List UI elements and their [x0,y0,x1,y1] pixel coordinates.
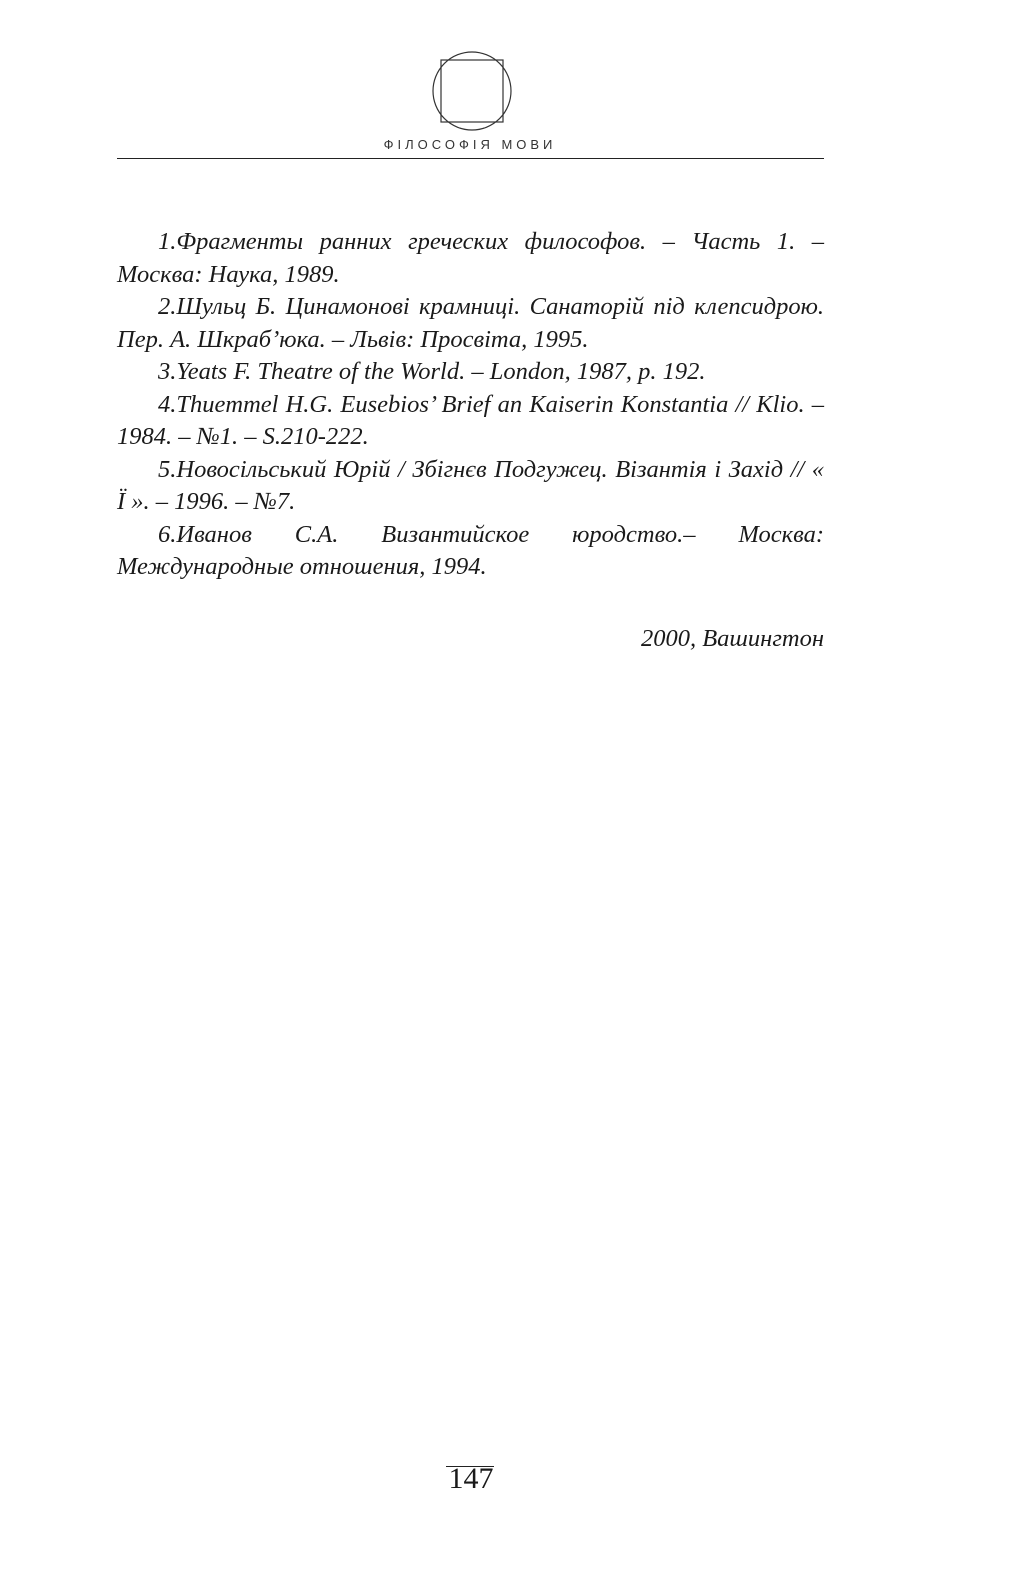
page-number: 147 [448,1462,494,1495]
date-place-signature: 2000, Вашингтон [640,625,824,652]
reference-item-6: 6.Иванов С.А. Византийское юродство.– Москва: Международные отношения, 1994. [117,520,824,580]
running-title: ФІЛОСОФІЯ МОВИ [383,137,557,152]
header-rule [117,158,824,159]
circle-square-emblem-icon [431,50,513,132]
reference-item-3: 3.Yeats F. Theatre of the World. – London, 1987, p. 192. [158,358,706,385]
reference-item-2: 2.Шульц Б. Цинамонові крамниці. Санаторій під клепсидрою. Пер. А. Шкраб’юка. – Львів: Просвіта, 1995. [117,293,824,353]
reference-item-1: 1.Фрагменты ранних греческих философов. – Часть 1. – Москва: Наука, 1989. [117,228,824,288]
reference-item-5: 5.Новосільський Юрій / Збігнєв Подгужец. Візантія і Захід // « Ї ». – 1996. – №7. [117,455,824,515]
reference-list [117,226,824,584]
reference-item-4: 4.Thuemmel H.G. Eusebios’ Brief an Kaiserin Konstantia // Klio. – 1984. – №1. – S.210-222. [117,390,824,450]
